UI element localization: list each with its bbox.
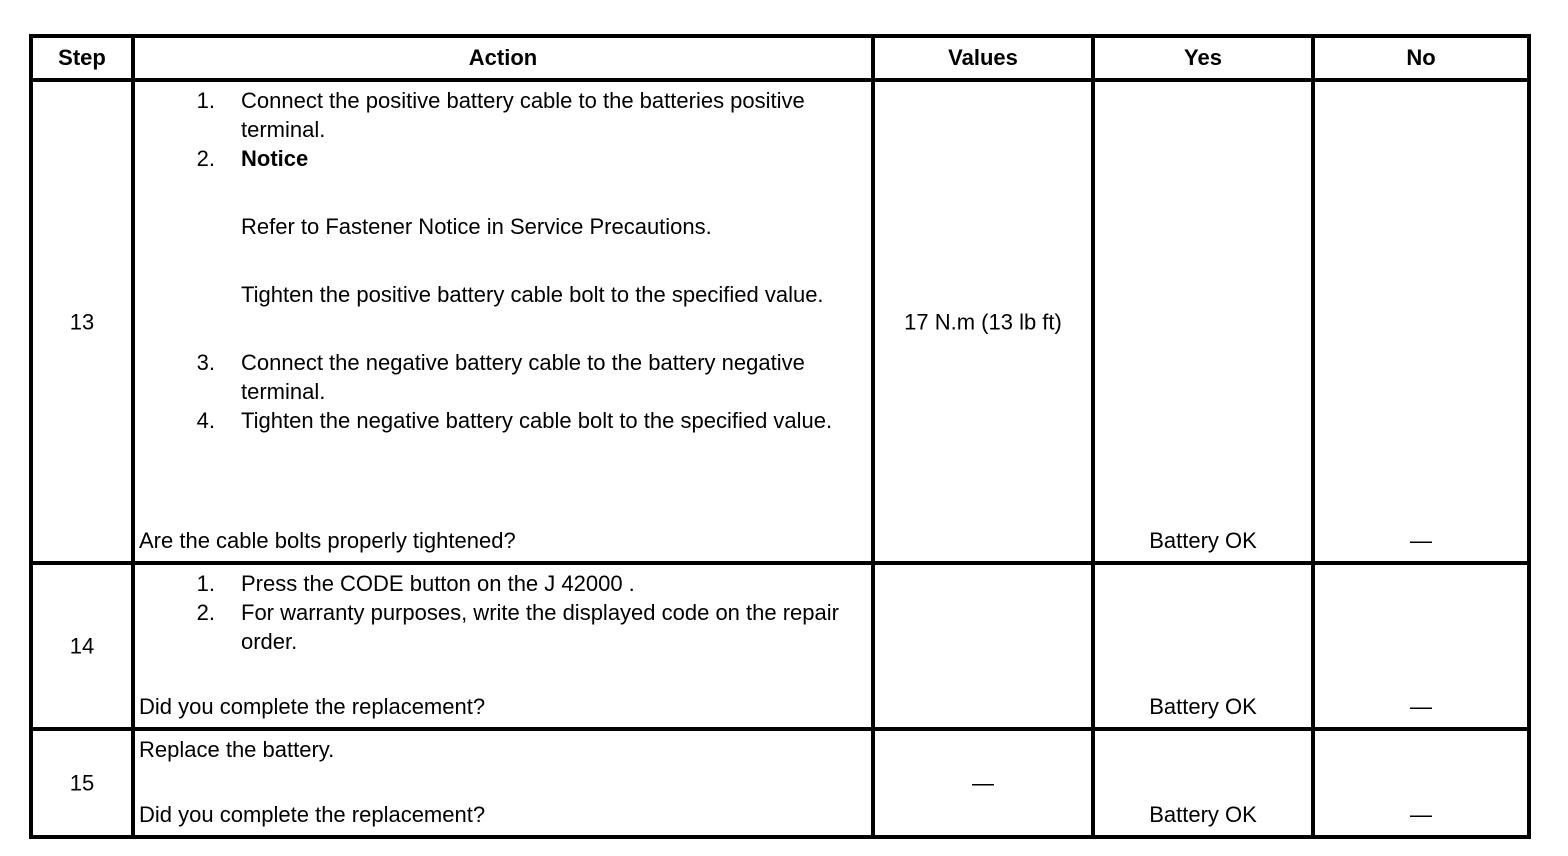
yes-result: Battery OK: [1149, 802, 1257, 827]
question-text: Did you complete the replacement?: [139, 802, 486, 827]
torque-value: 17 N.m (13 lb ft): [904, 309, 1062, 334]
values-dash: —: [972, 770, 994, 796]
header-no: No: [1311, 38, 1527, 78]
procedure-table: [29, 34, 1531, 839]
list-item: [139, 86, 871, 144]
list-item: [139, 144, 871, 173]
list-item: [139, 348, 871, 406]
values-cell: [871, 82, 1091, 561]
list-number: 3.: [196, 350, 215, 375]
header-values: Values: [871, 38, 1091, 78]
list-item: [139, 598, 871, 656]
yes-cell: [1091, 731, 1311, 835]
values-cell: [871, 565, 1091, 727]
list-text: Connect the negative battery cable to the battery negative terminal.: [241, 350, 805, 404]
list-item: [139, 406, 871, 435]
action-list: [139, 86, 871, 173]
list-number: 4.: [196, 408, 215, 433]
action-list: [139, 569, 871, 656]
no-result: —: [1410, 528, 1432, 553]
yes-result: Battery OK: [1149, 694, 1257, 719]
list-text: Connect the positive battery cable to the batteries positive terminal.: [241, 88, 805, 142]
header-step: Step: [58, 45, 106, 70]
step-number: 15: [69, 770, 95, 796]
yes-result: Battery OK: [1149, 528, 1257, 553]
table-header-row: [33, 38, 1527, 78]
no-cell: [1311, 565, 1527, 727]
action-cell: [131, 82, 871, 561]
list-text: For warranty purposes, write the displayed code on the repair order.: [241, 600, 839, 654]
step-number: 14: [69, 633, 95, 659]
yes-cell: [1091, 565, 1311, 727]
step-number-cell: [33, 565, 131, 727]
table-row: [33, 727, 1527, 835]
header-yes: Yes: [1091, 38, 1311, 78]
values-cell: [871, 731, 1091, 835]
action-list: [139, 348, 871, 435]
action-text: Replace the battery.: [139, 737, 335, 762]
header-action: Action: [131, 38, 871, 78]
action-cell: [131, 565, 871, 727]
step-number-cell: [33, 82, 131, 561]
table-row: [33, 561, 1527, 727]
step-number: 13: [69, 309, 95, 334]
notice-label: Notice: [241, 146, 309, 171]
step-number-cell: [33, 731, 131, 835]
question-text: Are the cable bolts properly tightened?: [139, 528, 516, 553]
list-text: Press the CODE button on the J 42000 .: [241, 571, 635, 596]
action-cell: [131, 731, 871, 835]
list-text: Tighten the negative battery cable bolt to the specified value.: [241, 408, 833, 433]
list-number: 1.: [196, 88, 215, 113]
question-text: Did you complete the replacement?: [139, 694, 486, 719]
yes-cell: [1091, 82, 1311, 561]
no-cell: [1311, 731, 1527, 835]
list-number: 1.: [196, 571, 215, 596]
no-cell: [1311, 82, 1527, 561]
list-number: 2.: [196, 600, 215, 625]
table-row: [33, 78, 1527, 561]
list-number: 2.: [196, 146, 215, 171]
no-result: —: [1410, 802, 1432, 827]
notice-text: Refer to Fastener Notice in Service Precautions.: [241, 214, 712, 239]
list-item: [139, 569, 871, 598]
no-result: —: [1410, 694, 1432, 719]
tighten-text: Tighten the positive battery cable bolt to the specified value.: [241, 282, 824, 307]
